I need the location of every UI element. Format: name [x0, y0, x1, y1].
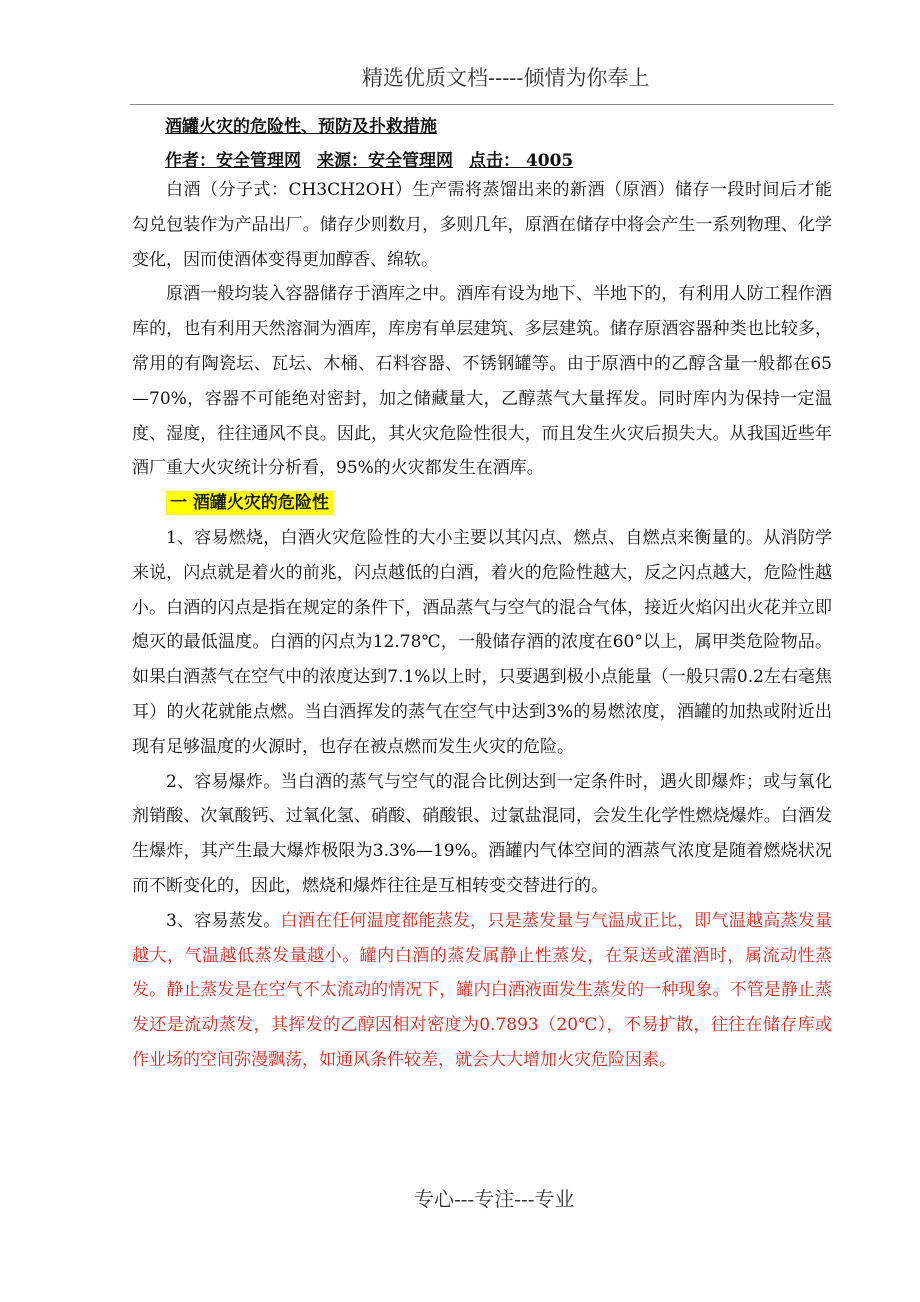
hazard-item-1: 1、容易燃烧，白酒火灾危险性的大小主要以其闪点、燃点、自燃点来衡量的。从消防学来说，闪点就是着火的前兆，闪点越低的白酒，着火的危险性越大，反之闪点越大，危险性越小。白酒的闪点是指在规定的条件下，酒品蒸气与空气的混合气体，接近火焰闪出火花并立即熄灭的最低温度。白酒的闪点为12.78℃，一般储存酒的浓度在60°以上，属甲类危险物品。如果白酒蒸气在空气中的浓度达到7.1%以上时，只要遇到极小点能量（一般只需0.2左右毫焦耳）的火花就能点燃。当白酒挥发的蒸气在空气中达到3%的易燃浓度，酒罐的加热或附近出现有足够温度的火源时，也存在被点燃而发生火灾的危险。: [132, 527, 832, 757]
section-heading-text: 一 酒罐火灾的危险性: [166, 491, 333, 515]
hazard-item-3-red-text: 白酒在任何温度都能蒸发，只是蒸发量与气温成正比，即气温越高蒸发量越大，气温越低蒸发量越小。罐内白酒的蒸发属静止性蒸发，在泵送或灌酒时，属流动性蒸发。静止蒸发是在空气不太流动的情况下，罐内白酒液面发生蒸发的一种现象。不管是静止蒸发还是流动蒸发，其挥发的乙醇因相对密度为0.7893（20℃），不易扩散，往往在储存库或作业场的空间弥漫飘荡，如通风条件较差，就会大大增加火灾危险因素。: [132, 910, 832, 1070]
intro-paragraph: 白酒（分子式：CH3CH2OH）生产需将蒸馏出来的新酒（原酒）储存一段时间后才能勾兑包装作为产品出厂。储存少则数月，多则几年，原酒在储存中将会产生一系列物理、化学变化，因而使酒体变得更加醇香、绵软。: [132, 180, 832, 270]
article-title: 酒罐火灾的危险性、预防及扑救措施: [165, 117, 437, 137]
article-source: 来源：安全管理网: [317, 151, 453, 171]
hazard-item-3: [132, 904, 832, 1078]
storage-paragraph: 原酒一般均装入容器储存于酒库之中。酒库有设为地下、半地下的，有利用人防工程作酒库的，也有利用天然溶洞为酒库，库房有单层建筑、多层建筑。储存原酒容器种类也比较多，常用的有陶瓷坛、瓦坛、木桶、石料容器、不锈钢罐等。由于原酒中的乙醇含量一般都在65—70%，容器不可能绝对密封，加之储藏量大，乙醇蒸气大量挥发。同时库内为保持一定温度、湿度，往往通风不良。因此，其火灾危险性很大，而且发生火灾后损失大。从我国近些年酒厂重大火灾统计分析看，95%的火灾都发生在酒库。: [132, 284, 832, 479]
page-header: 精选优质文档-----倾情为你奉上: [362, 66, 650, 90]
article-author: 作者：安全管理网: [165, 151, 301, 171]
article-clicks: 点击： 4005: [469, 151, 574, 171]
header-divider: [130, 104, 834, 105]
page-footer: 专心---专注---专业: [414, 1187, 575, 1211]
article-meta: [165, 146, 573, 171]
hazard-item-3-lead: 3、容易蒸发。: [166, 910, 281, 931]
article-body: [132, 173, 832, 1078]
hazard-item-2: 2、容易爆炸。当白酒的蒸气与空气的混合比例达到一定条件时，遇火即爆炸；或与氧化剂销酸、次氧酸钙、过氧化氢、硝酸、硝酸银、过氯盐混同，会发生化学性燃烧爆炸。白酒发生爆炸，其产生最大爆炸极限为3.3%—19%。酒罐内气体空间的酒蒸气浓度是随着燃烧状况而不断变化的，因此，燃烧和爆炸往往是互相转变交替进行的。: [132, 771, 832, 896]
section-heading: [132, 486, 832, 521]
